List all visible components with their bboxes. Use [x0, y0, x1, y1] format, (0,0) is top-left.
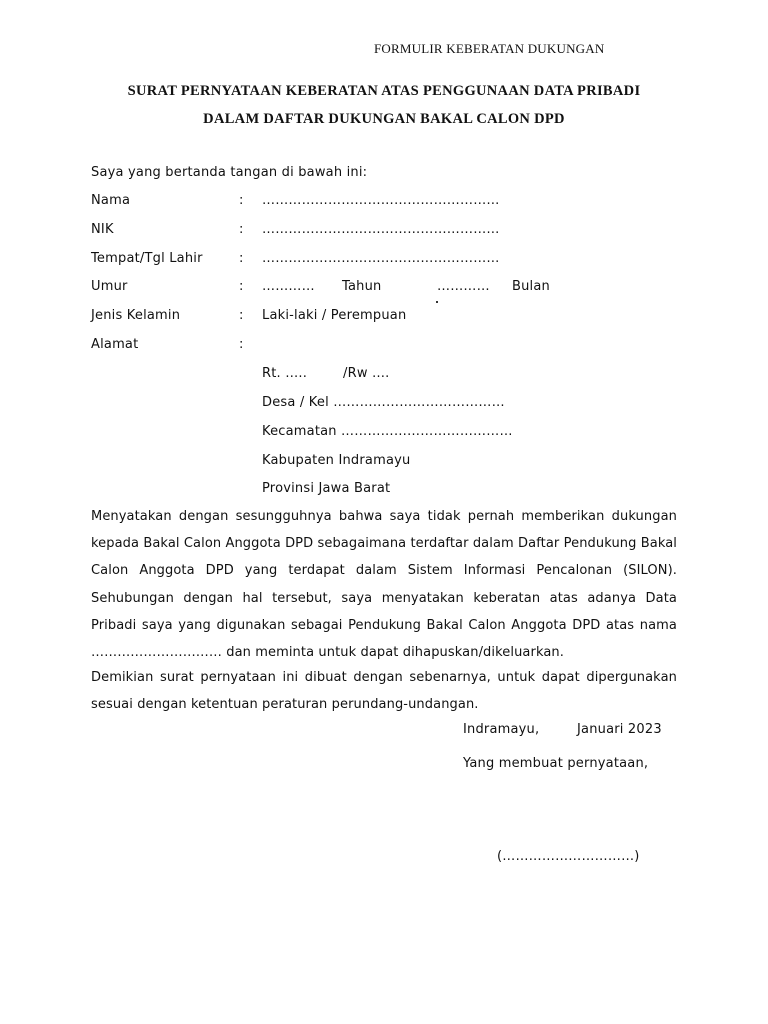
- address-desa: Desa / Kel …………………………………: [262, 395, 505, 410]
- document-title-line2: DALAM DAFTAR DUKUNGAN BAKAL CALON DPD: [203, 111, 565, 127]
- address-kabupaten: Kabupaten Indramayu: [262, 453, 411, 468]
- form-header: FORMULIR KEBERATAN DUKUNGAN: [374, 41, 605, 56]
- address-rt: Rt. …..: [262, 366, 308, 381]
- field-value-nama: ………………………………………………: [262, 193, 500, 208]
- address-rw: /Rw ….: [343, 366, 390, 381]
- field-label-nama: Nama: [91, 193, 131, 208]
- field-unit-tahun: Tahun: [342, 279, 382, 294]
- field-label-alamat: Alamat: [91, 337, 139, 352]
- field-label-nik: NIK: [91, 222, 114, 237]
- field-colon: :: [239, 193, 244, 208]
- signature-date: Januari 2023: [577, 722, 662, 737]
- closing-paragraph: Demikian surat pernyataan ini dibuat dengan sebenarnya, untuk dapat dipergunakan sesuai dengan ketentuan peraturan perundang-undangan.: [91, 670, 677, 713]
- field-colon: :: [239, 308, 244, 323]
- signature-name-placeholder: (…………………………): [497, 849, 640, 864]
- intro-text: Saya yang bertanda tangan di bawah ini:: [91, 165, 368, 180]
- field-value-umur-tahun-dots: …………: [262, 279, 315, 294]
- field-value-jenis-kelamin: Laki-laki / Perempuan: [262, 308, 407, 323]
- field-value-umur-bulan-dots: …………: [437, 279, 490, 294]
- field-label-ttl: Tempat/Tgl Lahir: [91, 251, 203, 266]
- stray-dot: [436, 301, 438, 303]
- signature-place: Indramayu,: [463, 722, 540, 737]
- field-unit-bulan: Bulan: [512, 279, 550, 294]
- field-label-jenis-kelamin: Jenis Kelamin: [91, 308, 181, 323]
- signature-maker-label: Yang membuat pernyataan,: [463, 756, 649, 771]
- field-label-umur: Umur: [91, 279, 128, 294]
- address-kecamatan: Kecamatan …………………………………: [262, 424, 513, 439]
- document-title-line1: SURAT PERNYATAAN KEBERATAN ATAS PENGGUNAAN DATA PRIBADI: [127, 83, 641, 99]
- field-value-nik: ………………………………………………: [262, 222, 500, 237]
- field-colon: :: [239, 337, 244, 352]
- field-colon: :: [239, 251, 244, 266]
- field-colon: :: [239, 279, 244, 294]
- field-colon: :: [239, 222, 244, 237]
- address-provinsi: Provinsi Jawa Barat: [262, 481, 391, 496]
- field-value-ttl: ………………………………………………: [262, 251, 500, 266]
- statement-paragraph: Menyatakan dengan sesungguhnya bahwa saya tidak pernah memberikan dukungan kepada Bakal Calon Anggota DPD sebagaimana terdaftar dalam Daftar Pendukung Bakal Calon Anggota DPD yang terdapat dalam Sistem Informasi Pencalonan (SILON). Sehubungan dengan hal tersebut, saya menyatakan keberatan atas adanya Data Pribadi saya yang digunakan sebagai Pendukung Bakal Calon Anggota DPD atas nama ………………………… dan meminta untuk dapat dihapuskan/dikeluarkan.: [91, 509, 677, 661]
